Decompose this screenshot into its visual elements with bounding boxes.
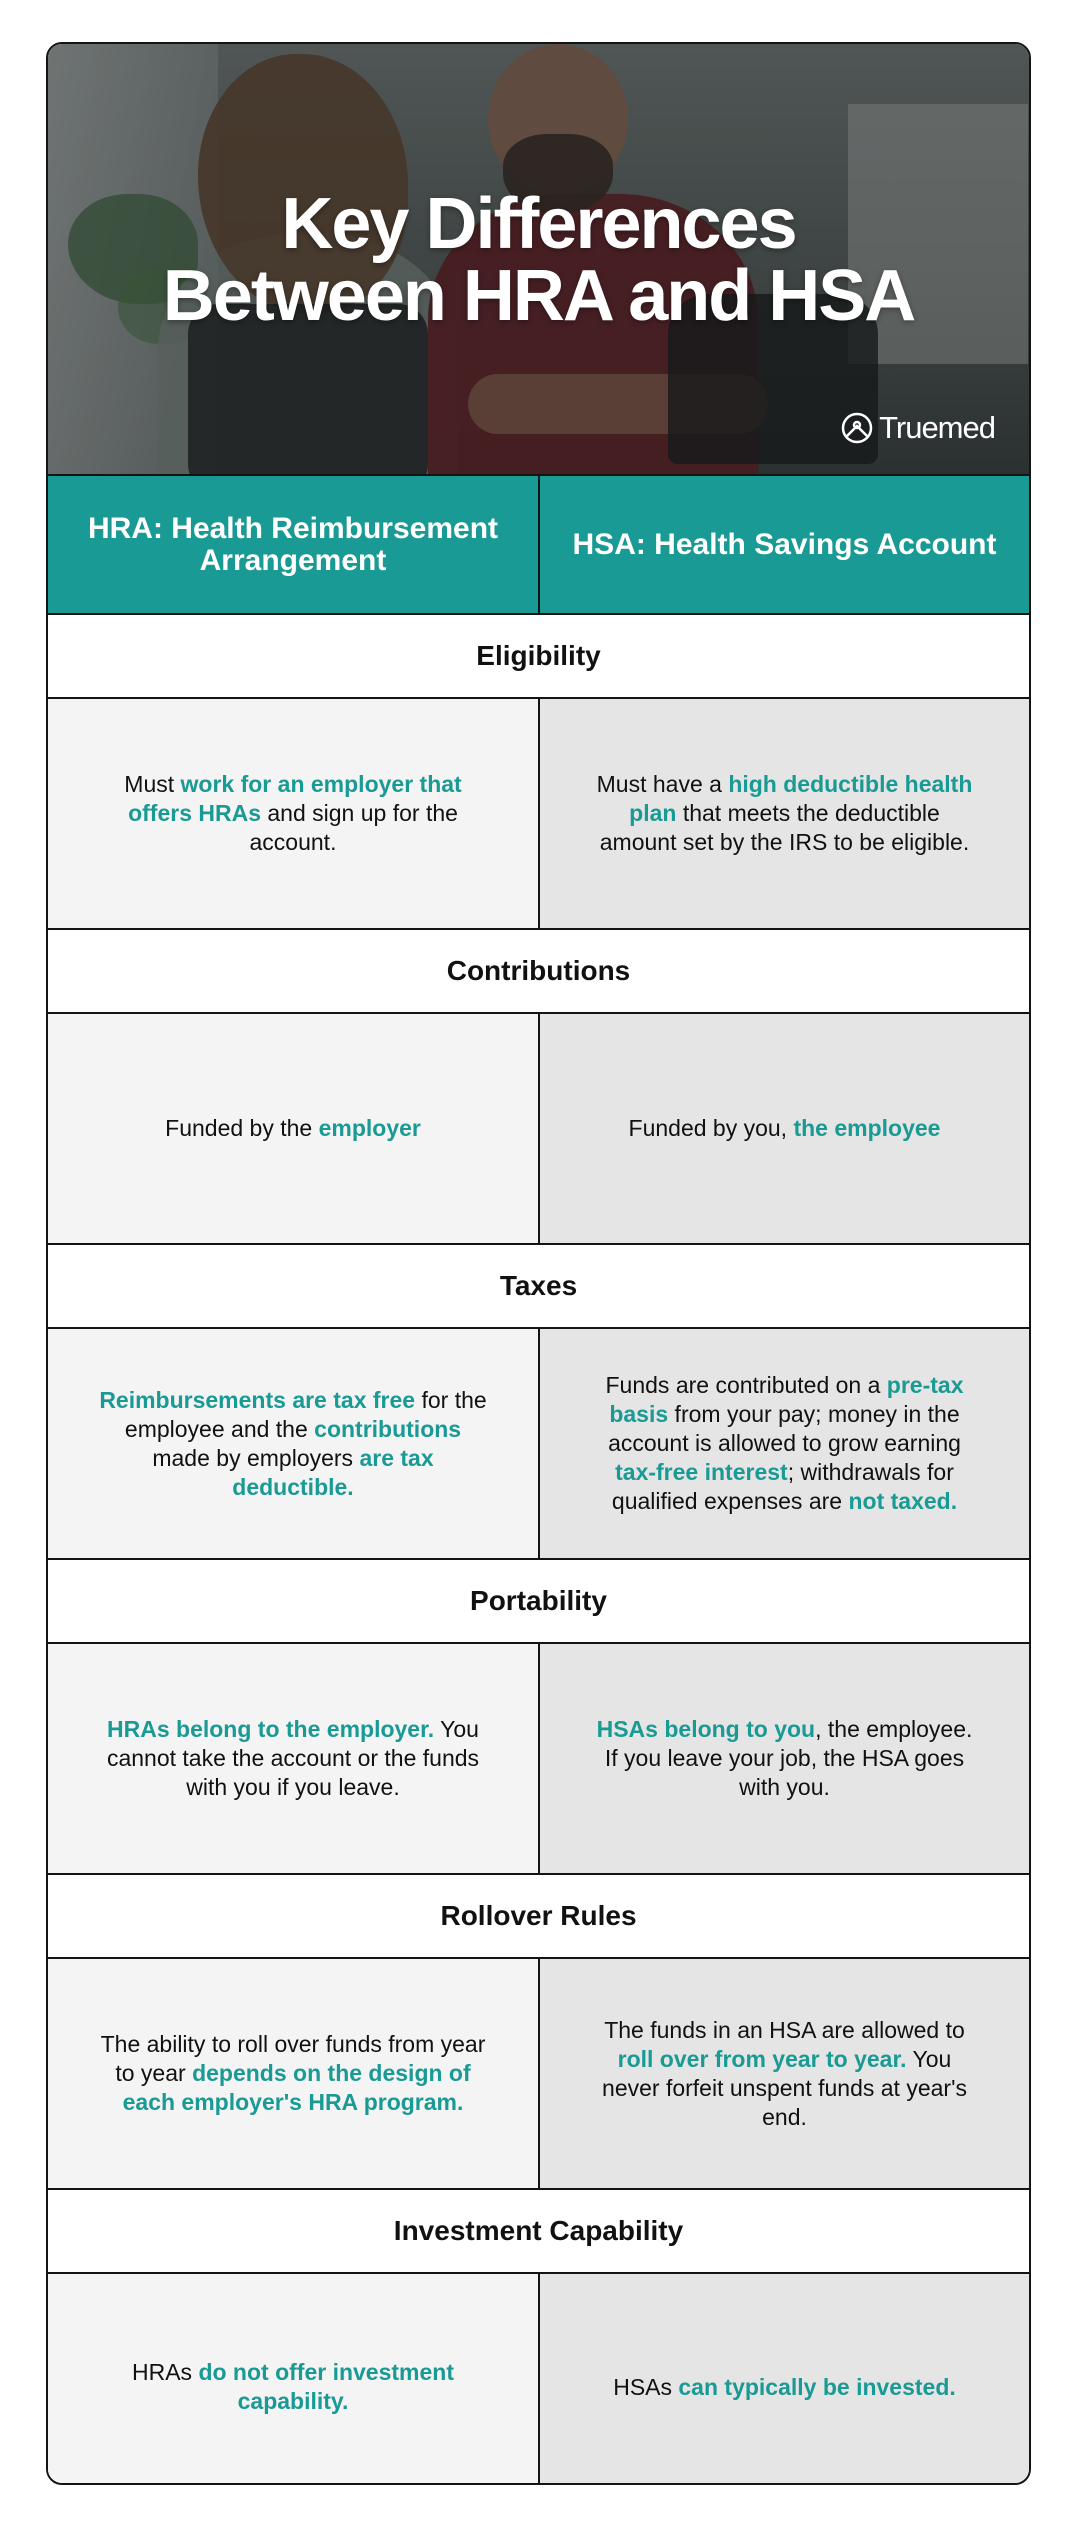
contributions-row bbox=[48, 1014, 1029, 1245]
highlight: employer bbox=[318, 1115, 421, 1141]
hsa-cell-text bbox=[629, 1114, 941, 1143]
hra-cell bbox=[48, 1329, 538, 1558]
highlight: contributions bbox=[314, 1415, 462, 1442]
text: for the employee and the bbox=[124, 1386, 487, 1442]
highlight: HRAs belong to the employer. bbox=[107, 1716, 435, 1742]
highlight: roll over from year to year. bbox=[617, 2045, 907, 2072]
highlight: tax-free interest bbox=[615, 1459, 788, 1485]
text: Must have a bbox=[596, 771, 729, 797]
hra-cell-text bbox=[98, 1715, 488, 1802]
text: The funds in an HSA are allowed to bbox=[604, 2016, 965, 2043]
page-title bbox=[48, 184, 1029, 336]
hsa-cell bbox=[538, 1329, 1029, 1558]
hra-cell bbox=[48, 699, 538, 928]
hsa-cell-text bbox=[590, 770, 979, 857]
highlight: are tax deductible. bbox=[232, 1444, 434, 1500]
hra-cell bbox=[48, 1644, 538, 1873]
text: that meets the deductible amount set by the IRS to be eligible. bbox=[599, 800, 970, 855]
hsa-cell bbox=[538, 1014, 1029, 1243]
rollover-row bbox=[48, 1959, 1029, 2190]
section-title-eligibility: Eligibility bbox=[48, 615, 1029, 699]
hsa-cell bbox=[538, 1959, 1029, 2188]
hra-cell-text bbox=[98, 2030, 488, 2117]
section-title-rollover: Rollover Rules bbox=[48, 1875, 1029, 1959]
highlight: pre-tax basis bbox=[609, 1372, 964, 1427]
truemed-mark-icon bbox=[841, 412, 873, 444]
text: Funded by you, bbox=[628, 1115, 794, 1141]
text: The ability to roll over funds from year to year bbox=[100, 2031, 486, 2086]
hra-cell-text bbox=[98, 2358, 488, 2416]
hsa-cell-text bbox=[590, 1371, 979, 1516]
text: HSAs bbox=[613, 2373, 679, 2400]
hsa-cell bbox=[538, 699, 1029, 928]
hra-cell bbox=[48, 1014, 538, 1243]
hra-cell bbox=[48, 1959, 538, 2188]
eligibility-row bbox=[48, 699, 1029, 930]
highlight: work for an employer that offers HRAs bbox=[128, 771, 462, 826]
text: Funds are contributed on a bbox=[605, 1372, 887, 1398]
highlight: the employee bbox=[793, 1115, 941, 1141]
section-title-taxes: Taxes bbox=[48, 1245, 1029, 1329]
page-title-line: Key Differences bbox=[281, 184, 796, 264]
text: ; withdrawals for qualified expenses are bbox=[611, 1459, 954, 1514]
hra-cell bbox=[48, 2274, 538, 2485]
hsa-cell-text bbox=[590, 2016, 979, 2132]
hsa-cell bbox=[538, 2274, 1029, 2485]
comparison-table bbox=[48, 476, 1029, 2485]
logo-text: Truemed bbox=[879, 410, 995, 445]
highlight: depends on the design of each employer's HRA program. bbox=[122, 2060, 471, 2115]
highlight: high deductible health plan bbox=[629, 771, 973, 826]
text: from your pay; money in the account is allowed to grow earning bbox=[608, 1401, 961, 1456]
text: You cannot take the account or the funds with you if you leave. bbox=[106, 1716, 480, 1800]
section-title-portability: Portability bbox=[48, 1560, 1029, 1644]
hsa-cell bbox=[538, 1644, 1029, 1873]
hsa-column-header: HSA: Health Savings Account bbox=[538, 476, 1029, 615]
highlight: HSAs belong to you bbox=[596, 1716, 816, 1742]
highlight: not taxed. bbox=[848, 1488, 958, 1514]
text: Funded by the bbox=[165, 1115, 319, 1141]
hra-cell-text bbox=[98, 1386, 488, 1502]
investment-row bbox=[48, 2274, 1029, 2485]
text: You never forfeit unspent funds at year's end. bbox=[602, 2045, 967, 2130]
highlight: Reimbursements are tax free bbox=[99, 1386, 416, 1413]
hsa-cell-text bbox=[590, 1715, 979, 1802]
section-title-contributions: Contributions bbox=[48, 930, 1029, 1014]
column-headers bbox=[48, 476, 1029, 615]
text: HRAs bbox=[131, 2359, 199, 2385]
hsa-cell-text bbox=[613, 2373, 956, 2402]
hra-cell-text bbox=[98, 770, 488, 857]
hero-banner bbox=[48, 44, 1029, 476]
highlight: do not offer investment capability. bbox=[198, 2359, 454, 2414]
text: and sign up for the account. bbox=[249, 800, 458, 855]
section-title-investment: Investment Capability bbox=[48, 2190, 1029, 2274]
text: Must bbox=[124, 771, 181, 797]
page-title-line: Between HRA and HSA bbox=[162, 256, 915, 336]
text: made by employers bbox=[152, 1444, 360, 1471]
hra-column-header: HRA: Health Reimbursement Arrangement bbox=[48, 476, 538, 615]
text: , the employee. If you leave your job, the HSA goes with you. bbox=[604, 1716, 973, 1800]
highlight: can typically be invested. bbox=[678, 2373, 956, 2400]
truemed-logo bbox=[841, 410, 995, 446]
taxes-row bbox=[48, 1329, 1029, 1560]
portability-row bbox=[48, 1644, 1029, 1875]
infographic-card bbox=[46, 42, 1031, 2485]
hra-cell-text bbox=[165, 1114, 421, 1143]
